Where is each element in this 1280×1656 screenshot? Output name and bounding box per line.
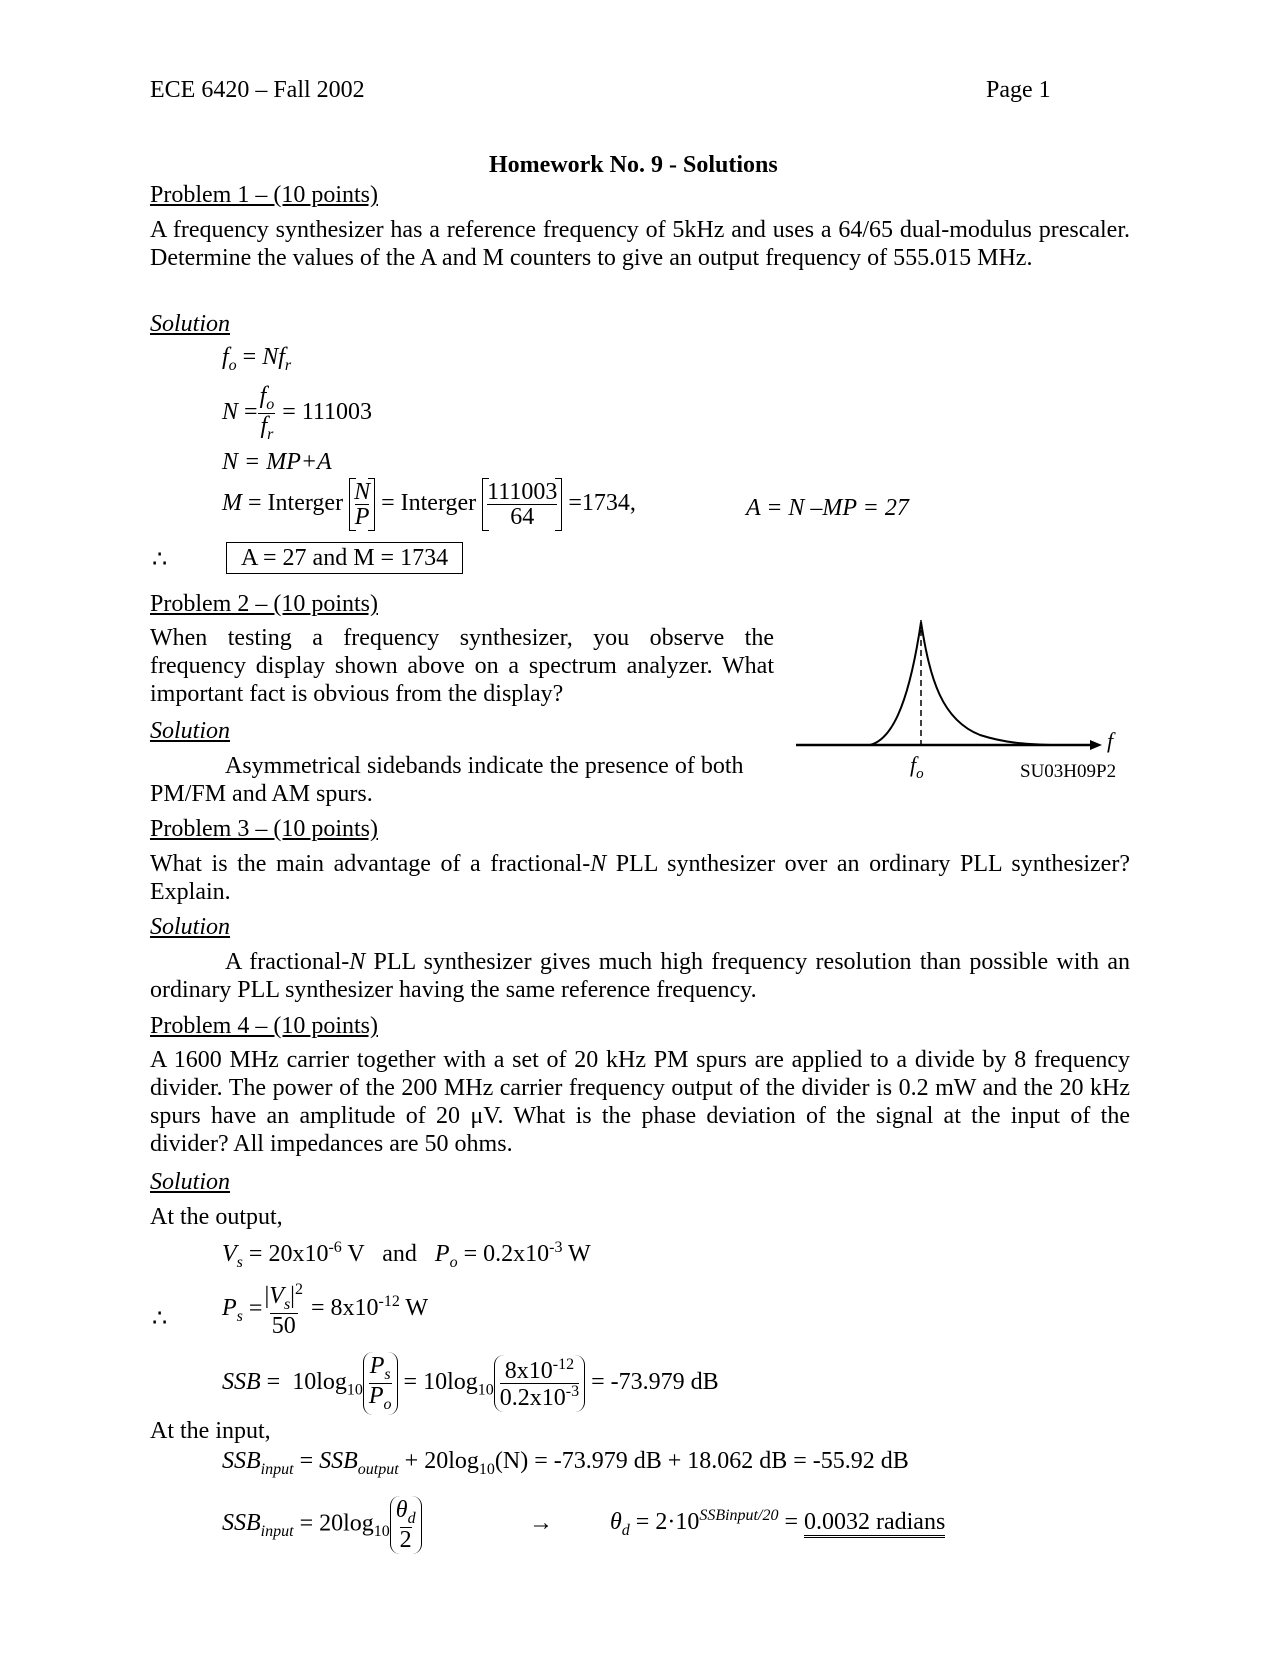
axis-arrow-icon <box>1090 740 1102 750</box>
course-header: ECE 6420 – Fall 2002 <box>150 77 365 103</box>
eq-ssb-input-theta: $SSB_{input} = 20\log_{10}$ $\frac{\theta_d}{2}$ <box>222 1496 422 1554</box>
page-number: Page 1 <box>986 77 1051 103</box>
eq-ps: $P_s$ = $\frac{|V_s|^2}{50}$ = $8x10^{-12}$ W <box>222 1281 429 1339</box>
eq-vs-po: $V_s = 20x10^{-6}$ V and $P_o = 0.2x10^{-3}$ W <box>222 1239 591 1271</box>
final-answer: 0.0032 radians <box>804 1509 945 1538</box>
problem-2-solution-label: Solution <box>150 718 231 744</box>
problem-2-heading: Problem 2 – (10 points) <box>150 591 378 617</box>
problem-1-heading: Problem 1 – (10 points) <box>150 182 378 208</box>
at-the-output: At the output, <box>150 1204 283 1230</box>
problem-3-solution-label: Solution <box>150 914 231 940</box>
problem-1-solution-label: Solution <box>150 311 231 337</box>
problem-4-solution-label: Solution <box>150 1169 231 1195</box>
eq-theta-d: $\theta_d = 2\cdot 10^{SSBinput/20} = 0.0032$ radians <box>610 1507 946 1539</box>
eq-n-mp-a: N = MP+A <box>222 449 332 475</box>
m-numerator: 111003 <box>487 479 558 505</box>
problem-4-heading: Problem 4 – (10 points) <box>150 1013 378 1039</box>
page-title: Homework No. 9 - Solutions <box>489 152 778 178</box>
eq-fo-nfr: $f_o = Nf_r$ <box>222 344 292 374</box>
ps-result: = $8x10^{-12}$ W <box>310 1293 429 1322</box>
figure-id: SU03H09P2 <box>1020 761 1117 782</box>
eq-ssb-input: $SSB_{input} = SSB_{output} + 20\log_{10}(N) = -73.979$ dB + 18.062 dB = -55.92 dB <box>222 1448 909 1478</box>
eq-m-integer: M = Interger $\frac{N}{P}$ = Interger $\frac{111003}{64}$ =1734, <box>222 479 636 530</box>
problem-3-solution-text: A fractional-N PLL synthesizer gives much high frequency resolution than possible with an ordinary PLL synthesizer having the same reference frequency. <box>150 949 1130 1003</box>
problem-2-solution-line-1: Asymmetrical sidebands indicate the presence of both <box>225 753 744 779</box>
n-value-text: = 111003 <box>282 398 372 425</box>
eq-ssb: SSB = $10\log_{10}$ $\frac{P_s}{P_o}$ = $10\log_{10}$ $\frac{8x10^{-12}}{0.2x10^{-3}}$ = -73.979 dB <box>222 1353 719 1413</box>
at-the-input: At the input, <box>150 1418 271 1444</box>
spectrum-fo-label: $f_o$ <box>910 752 924 782</box>
problem-1-boxed-answer: A = 27 and M = 1734 <box>226 542 463 574</box>
problem-3-text: What is the main advantage of a fractional-N PLL synthesizer over an ordinary PLL synthesizer? Explain. <box>150 851 1130 905</box>
integer-word-2: Interger <box>400 490 477 517</box>
eq-n-value: N = $\frac{f_o}{f_r}$ = 111003 <box>222 383 372 443</box>
therefore-symbol-2: ∴ <box>152 1306 168 1332</box>
spectrum-right-sideband <box>921 622 1050 745</box>
problem-2-solution-line-2: PM/FM and AM spurs. <box>150 781 373 807</box>
problem-1-text: A frequency synthesizer has a reference frequency of 5kHz and uses a 64/65 dual-modulus prescaler. Determine the values of the A and M counters to give an output frequency of 555.015 MHz. <box>150 217 1130 271</box>
arrow-icon: → <box>529 1510 553 1536</box>
spectrum-axis-label: f <box>1107 728 1114 753</box>
problem-2-text: When testing a frequency synthesizer, you observe the frequency display shown above on a spectrum analyzer. What important fact is obvious from the display? <box>150 625 774 707</box>
ssb-result: = -73.979 dB <box>591 1368 719 1395</box>
m-result: =1734, <box>568 490 636 517</box>
m-denominator: 64 <box>487 504 557 529</box>
integer-word-1: Interger <box>267 490 344 517</box>
therefore-symbol-1: ∴ <box>152 547 168 573</box>
problem-3-heading: Problem 3 – (10 points) <box>150 816 378 842</box>
problem-4-text: A 1600 MHz carrier together with a set of 20 kHz PM spurs are applied to a divide by 8 frequency divider. The power of the 200 MHz carrier frequency output of the divider is 0.2 mW and the 20 kHz spurs have an amplitude of 20 μV. What is the phase deviation of the signal at the input of the divider? All impedances are 50 ohms. <box>150 1047 1130 1157</box>
spectrum-left-sideband <box>870 622 921 745</box>
eq-a-value: A = N –MP = 27 <box>746 495 909 521</box>
